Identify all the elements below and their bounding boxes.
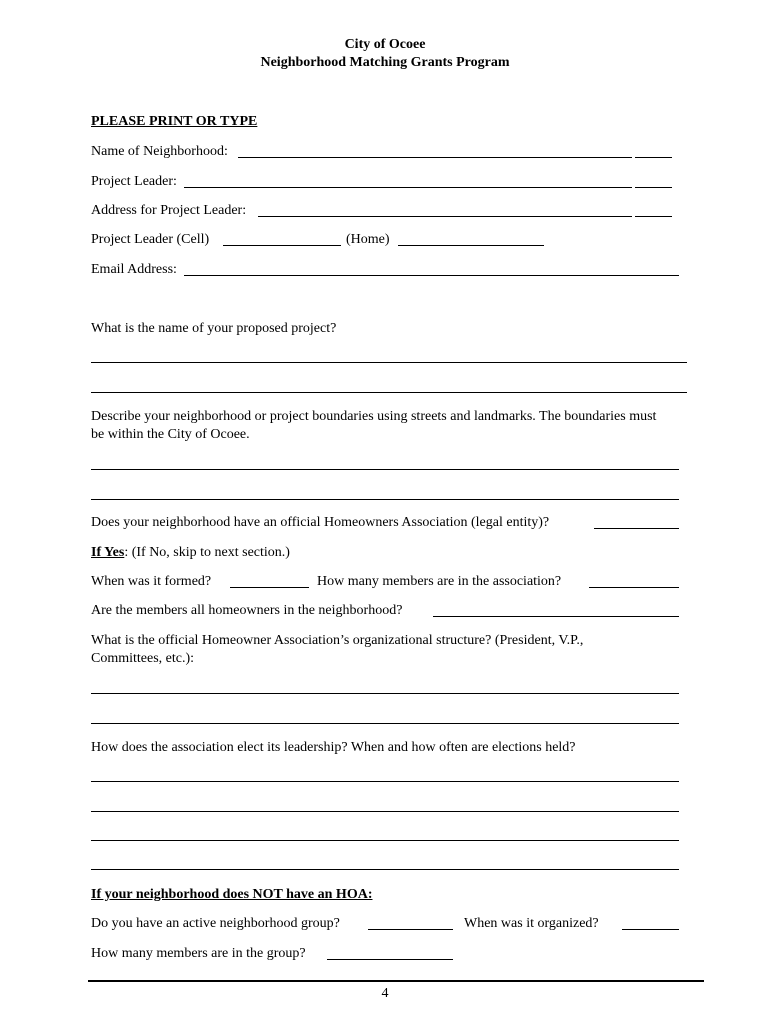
name-of-neighborhood-field[interactable] [238,157,632,158]
project-leader-field-extra[interactable] [635,187,672,188]
print-instructions: PLEASE PRINT OR TYPE [91,114,258,129]
label-cell: Project Leader (Cell) [91,232,210,247]
if-yes-note: : (If No, skip to next section.) [124,545,290,560]
elect-leadership-line-4[interactable] [91,869,679,870]
elect-leadership-line-3[interactable] [91,840,679,841]
elect-leadership-line-1[interactable] [91,781,679,782]
question-hoa: Does your neighborhood have an official Homeowners Association (legal entity)? [91,515,550,530]
label-home: (Home) [346,232,390,247]
label-address: Address for Project Leader: [91,203,247,218]
question-when-organized: When was it organized? [464,916,599,931]
project-name-line-1[interactable] [91,362,687,363]
no-hoa-heading: If your neighborhood does NOT have an HOA: [91,887,373,902]
all-homeowners-field[interactable] [433,616,679,617]
hoa-answer-field[interactable] [594,528,679,529]
project-leader-field[interactable] [184,187,632,188]
question-project-name: What is the name of your proposed project? [91,321,337,336]
question-boundaries: Describe your neighborhood or project boundaries using streets and landmarks. The boundaries must [91,409,657,424]
footer-rule [88,980,704,982]
address-field-extra[interactable] [635,216,672,217]
members-group-field[interactable] [327,959,453,960]
when-organized-field[interactable] [622,929,679,930]
question-elect-leadership: How does the association elect its leadership? When and how often are elections held? [91,740,576,755]
email-field[interactable] [184,275,679,276]
label-project-leader: Project Leader: [91,174,177,189]
header-city: City of Ocoee [344,37,426,52]
header-program: Neighborhood Matching Grants Program [260,55,510,70]
page-number: 4 [381,986,389,1001]
question-members-association: How many members are in the association? [317,574,562,589]
if-yes-label: If Yes [91,545,125,560]
boundaries-line-1[interactable] [91,469,679,470]
question-org-structure-cont: Committees, etc.): [91,651,195,666]
question-active-group: Do you have an active neighborhood group? [91,916,340,931]
question-all-homeowners: Are the members all homeowners in the neighborhood? [91,603,403,618]
label-name-of-neighborhood: Name of Neighborhood: [91,144,228,159]
address-field[interactable] [258,216,632,217]
when-formed-field[interactable] [230,587,309,588]
question-when-formed: When was it formed? [91,574,212,589]
boundaries-line-2[interactable] [91,499,679,500]
home-phone-field[interactable] [398,245,544,246]
question-members-group: How many members are in the group? [91,946,306,961]
cell-phone-field[interactable] [223,245,341,246]
org-structure-line-1[interactable] [91,693,679,694]
active-group-field[interactable] [368,929,453,930]
name-of-neighborhood-field-extra[interactable] [635,157,672,158]
question-boundaries-cont: be within the City of Ocoee. [91,427,250,442]
project-name-line-2[interactable] [91,392,687,393]
if-yes-row [91,544,290,562]
label-email: Email Address: [91,262,177,277]
question-org-structure: What is the official Homeowner Association’s organizational structure? (President, V.P., [91,633,584,648]
org-structure-line-2[interactable] [91,723,679,724]
members-association-field[interactable] [589,587,679,588]
elect-leadership-line-2[interactable] [91,811,679,812]
